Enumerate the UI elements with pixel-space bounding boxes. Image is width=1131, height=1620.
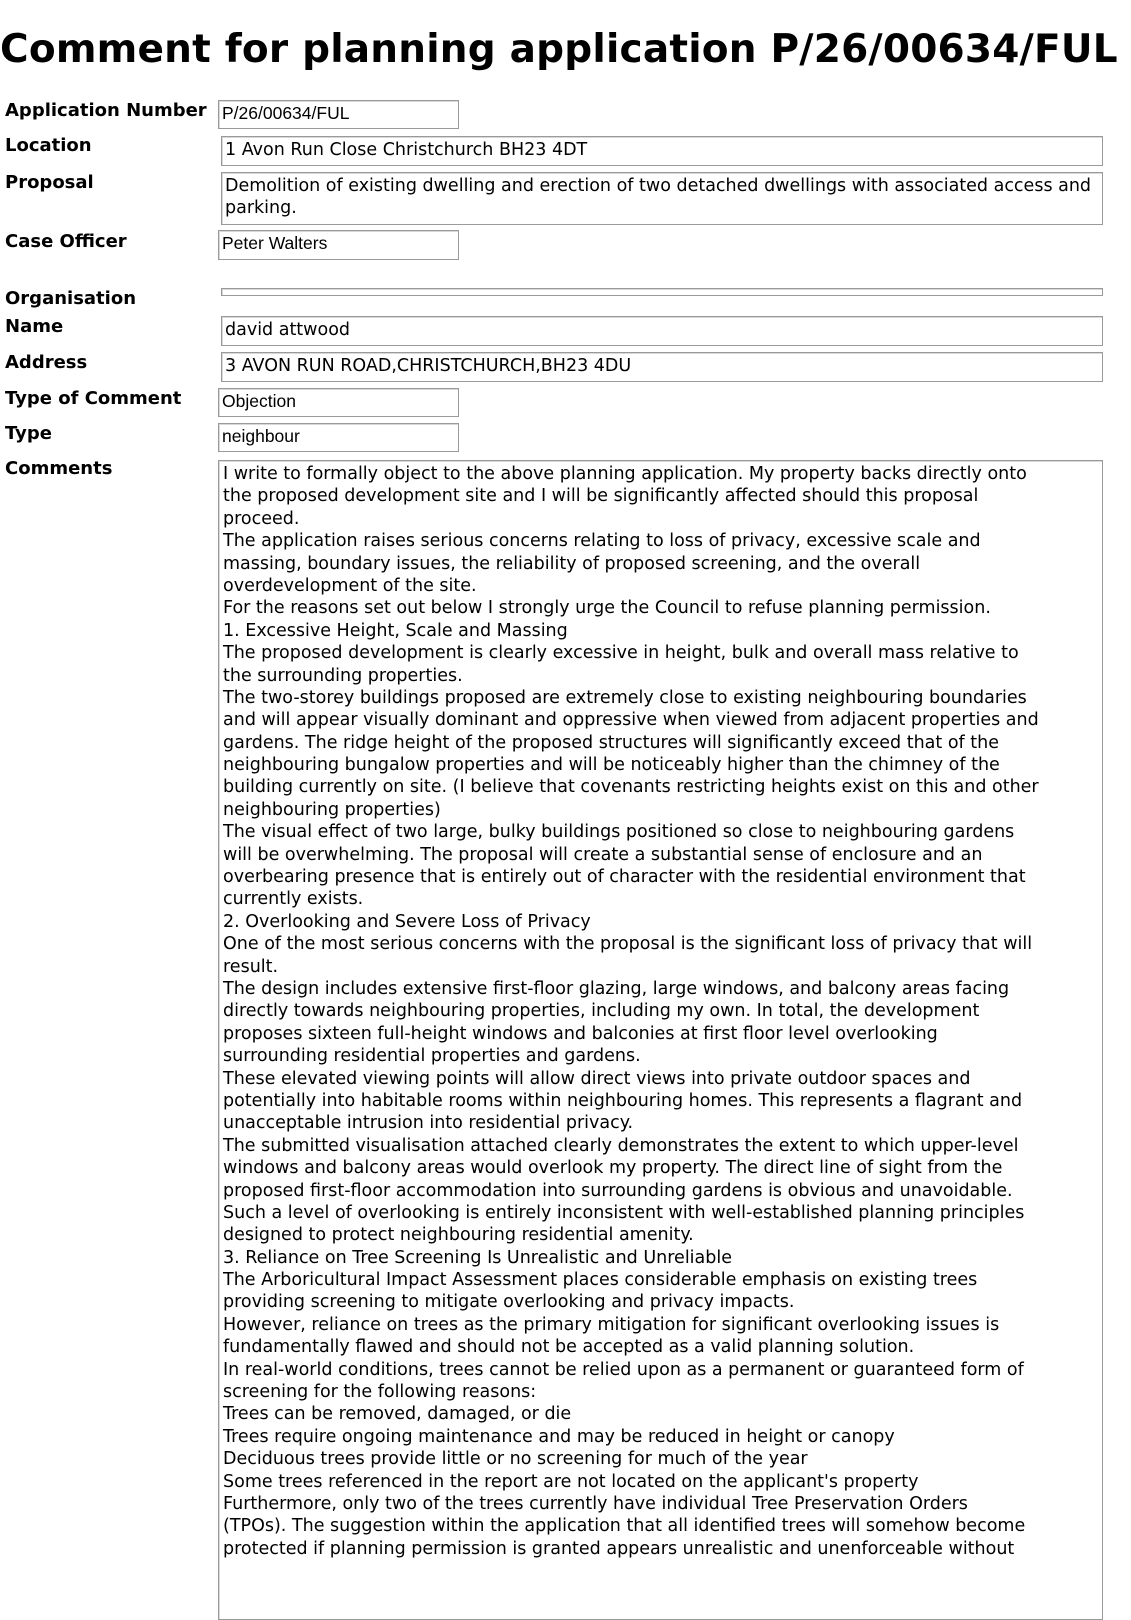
comment-line: providing screening to mitigate overlooking and privacy impacts. (223, 1292, 795, 1313)
comment-line: potentially into habitable rooms within neighbouring homes. This represents a flagrant and (223, 1090, 1023, 1111)
page-title: Comment for planning application P/26/00634/FUL (0, 27, 1118, 72)
location-field: 1 Avon Run Close Christchurch BH23 4DT (221, 136, 1103, 166)
comment-bullet: Some trees referenced in the report are not located on the applicant's property (223, 1471, 919, 1492)
comment-line: I write to formally object to the above planning application. My property backs directly onto (223, 464, 1027, 484)
comment-heading: 3. Reliance on Tree Screening Is Unrealistic and Unreliable (223, 1247, 733, 1268)
comment-line: The application raises serious concerns relating to loss of privacy, excessive scale and (223, 531, 981, 552)
comment-line: designed to protect neighbouring residential amenity. (223, 1225, 694, 1246)
organisation-label: Organisation (5, 288, 137, 309)
comment-line: The submitted visualisation attached clearly demonstrates the extent to which upper-level (223, 1135, 1019, 1156)
case-officer-field: Peter Walters (218, 230, 459, 260)
comment-line: currently exists. (223, 889, 364, 910)
comments-field (218, 460, 1103, 1620)
comment-bullet: Deciduous trees provide little or no screening for much of the year (223, 1449, 808, 1470)
comment-line: massing, boundary issues, the reliability of proposed screening, and the overall (223, 553, 921, 574)
comment-line: neighbouring bungalow properties and will be noticeably higher than the chimney of the (223, 755, 1000, 776)
comment-line: (TPOs). The suggestion within the application that all identified trees will somehow become (223, 1516, 1026, 1537)
comment-line: The design includes extensive first-floor glazing, large windows, and balcony areas facing (223, 978, 1010, 999)
proposal-label: Proposal (5, 172, 94, 193)
comment-line: In real-world conditions, trees cannot be relied upon as a permanent or guaranteed form of (223, 1359, 1024, 1380)
comment-heading: 1. Excessive Height, Scale and Massing (223, 620, 568, 641)
comment-line: However, reliance on trees as the primary mitigation for significant overlooking issues is (223, 1314, 1000, 1335)
location-label: Location (5, 135, 92, 156)
name-field: david attwood (221, 316, 1103, 346)
case-officer-label: Case Officer (5, 231, 127, 252)
comment-bullet: Trees require ongoing maintenance and may be reduced in height or canopy (223, 1426, 895, 1447)
comment-line: overbearing presence that is entirely out of character with the residential environment that (223, 867, 1026, 888)
comment-line: proposes sixteen full-height windows and balconies at first floor level overlooking (223, 1023, 938, 1044)
comments-label: Comments (5, 458, 113, 479)
address-label: Address (5, 352, 88, 373)
proposal-field: Demolition of existing dwelling and erection of two detached dwellings with associated access and parking. (221, 172, 1103, 225)
comment-line: and will appear visually dominant and oppressive when viewed from adjacent properties and (223, 710, 1039, 731)
name-label: Name (5, 316, 64, 337)
comment-line: proposed first-floor accommodation into surrounding gardens is obvious and unavoidable. (223, 1180, 1013, 1201)
application-number-label: Application Number (5, 100, 207, 121)
application-number-field: P/26/00634/FUL (218, 100, 459, 129)
type-of-comment-label: Type of Comment (5, 388, 182, 409)
comment-line: screening for the following reasons: (223, 1382, 537, 1403)
comment-line: building currently on site. (I believe that covenants restricting heights exist on this and other (223, 777, 1039, 798)
type-label: Type (5, 423, 52, 444)
comment-line: The visual effect of two large, bulky buildings positioned so close to neighbouring gardens (223, 822, 1015, 843)
comment-line: The proposed development is clearly excessive in height, bulk and overall mass relative to (223, 643, 1019, 664)
comment-line: Furthermore, only two of the trees currently have individual Tree Preservation Orders (223, 1493, 968, 1514)
type-field: neighbour (218, 423, 459, 452)
comment-line: the proposed development site and I will be significantly affected should this proposal (223, 486, 979, 507)
comment-line: gardens. The ridge height of the proposed structures will significantly exceed that of the (223, 732, 999, 753)
comment-line: unacceptable intrusion into residential privacy. (223, 1113, 634, 1134)
comment-bullet: Trees can be removed, damaged, or die (223, 1404, 572, 1425)
organisation-field (221, 288, 1103, 296)
comment-line: The two-storey buildings proposed are extremely close to existing neighbouring boundaries (223, 687, 1027, 708)
comment-line: fundamentally flawed and should not be accepted as a valid planning solution. (223, 1337, 915, 1358)
address-field: 3 AVON RUN ROAD,CHRISTCHURCH,BH23 4DU (221, 352, 1103, 382)
comment-line: surrounding residential properties and gardens. (223, 1046, 641, 1067)
comment-heading: 2. Overlooking and Severe Loss of Privacy (223, 911, 591, 932)
type-of-comment-field: Objection (218, 388, 459, 417)
comment-line: One of the most serious concerns with the proposal is the significant loss of privacy that will (223, 934, 1033, 955)
comment-line: neighbouring properties) (223, 799, 441, 820)
comment-line: proceed. (223, 508, 300, 529)
comment-line: Such a level of overlooking is entirely inconsistent with well-established planning principles (223, 1202, 1025, 1223)
comment-line: the surrounding properties. (223, 665, 463, 686)
comment-line: These elevated viewing points will allow direct views into private outdoor spaces and (223, 1068, 971, 1089)
comment-line: will be overwhelming. The proposal will create a substantial sense of enclosure and an (223, 844, 983, 865)
comment-line: result. (223, 956, 279, 977)
comment-line: overdevelopment of the site. (223, 575, 477, 596)
comment-line: windows and balcony areas would overlook my property. The direct line of sight from the (223, 1158, 1003, 1179)
comment-line: directly towards neighbouring properties, including my own. In total, the development (223, 1001, 980, 1022)
comment-line: protected if planning permission is granted appears unrealistic and unenforceable without (223, 1538, 1015, 1559)
comment-line: For the reasons set out below I strongly urge the Council to refuse planning permission. (223, 598, 991, 619)
comment-line: The Arboricultural Impact Assessment places considerable emphasis on existing trees (223, 1270, 978, 1291)
